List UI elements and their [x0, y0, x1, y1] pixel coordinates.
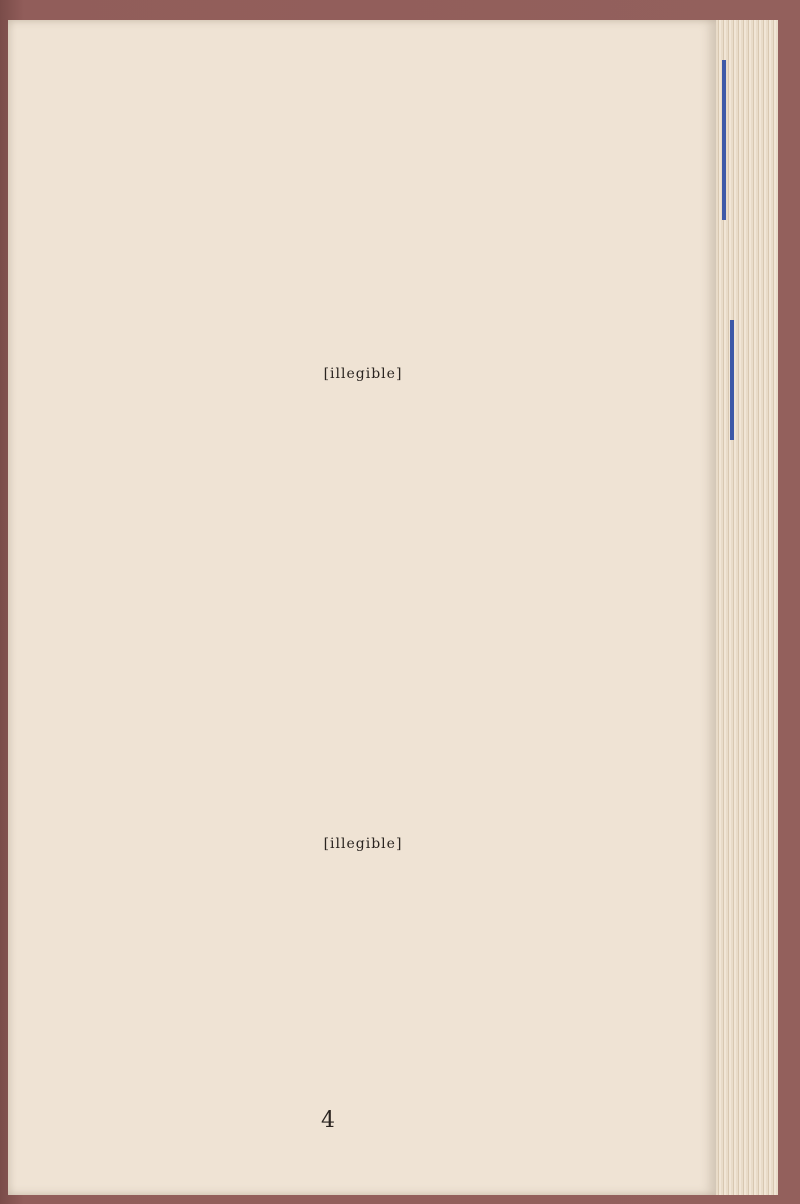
text-block-upper: [38, 180, 688, 580]
text-placeholder: [illegible]: [323, 836, 403, 852]
edge-tab: [730, 320, 734, 440]
page-number: 4: [321, 1108, 335, 1133]
edge-tab: [722, 60, 726, 220]
text-placeholder: [illegible]: [323, 366, 403, 382]
page-content: [38, 180, 688, 1020]
book-page: [8, 20, 716, 1195]
page-edges: [716, 20, 778, 1195]
text-block-lower: [38, 650, 688, 1050]
